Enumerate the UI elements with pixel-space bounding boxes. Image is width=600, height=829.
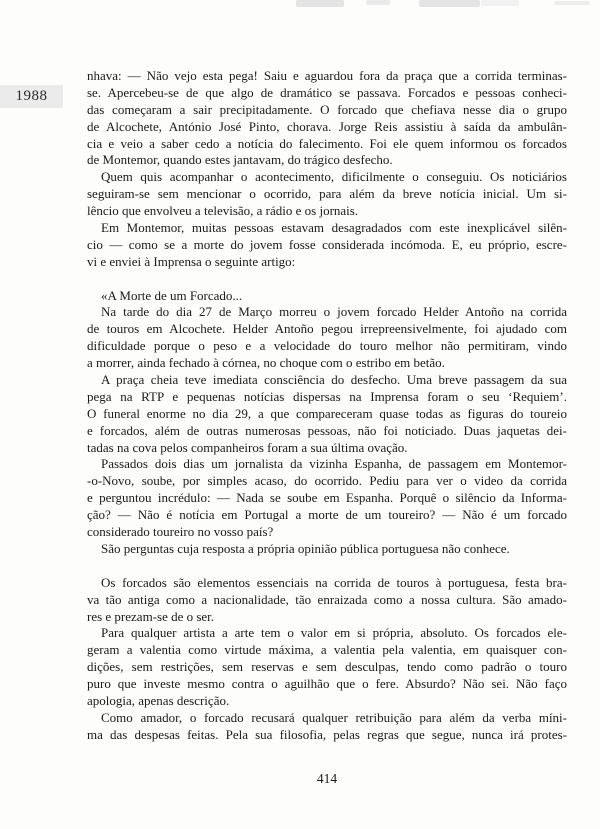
- text-line: A praça cheia teve imediata consciência do desfecho. Uma breve passagem da sua: [101, 372, 567, 388]
- paragraph: [87, 304, 567, 372]
- text-line: tadas na cova pelos companheiros foram a sua última ovação.: [87, 439, 408, 455]
- text-line: res e prezam-se de o ser.: [87, 608, 215, 624]
- text-line: nhava: — Não vejo esta pega! Saiu e aguardou fora da praça que a corrida terminas-: [87, 68, 567, 83]
- text-line: cia e veio a saber cedo a notícia do falecimento. Foi ele quem informou os forcados: [87, 135, 567, 151]
- scan-artifact: [366, 0, 390, 5]
- paragraph: [87, 68, 567, 169]
- paragraph: [87, 541, 567, 558]
- text-line: Para qualquer artista a arte tem o valor em si própria, absoluto. Os forcados ele-: [101, 625, 567, 641]
- paragraph: [87, 220, 567, 271]
- text-line: Em Montemor, muitas pessoas estavam desagradados com este inexplicável silên-: [101, 220, 567, 236]
- paragraph: [87, 169, 567, 220]
- body-text: [87, 68, 567, 744]
- text-line: das começaram a sair precipitadamente. O forcado que chefiava nesse dia o grupo: [87, 101, 567, 117]
- text-line: dições, sem restrições, sem reservas e sem desculpas, tendo como padrão o touro: [87, 659, 567, 675]
- text-line: de touros em Alcochete. Helder Antoño pegou irrepreensivelmente, foi ajudado com: [87, 321, 567, 337]
- paragraph: [87, 625, 567, 709]
- scan-artifact: [419, 0, 480, 7]
- text-line: Os forcados são elementos essenciais na corrida de touros à portuguesa, festa bra-: [101, 574, 567, 590]
- text-line: «A Morte de um Forcado...: [101, 287, 243, 303]
- scan-artifact: [554, 1, 590, 5]
- text-line: cio — como se a morte do jovem fosse considerada incómoda. E, eu próprio, escre-: [87, 236, 567, 252]
- page-number: 414: [316, 771, 338, 786]
- scan-artifact: [481, 0, 519, 6]
- scan-artifact: [296, 0, 344, 7]
- text-line: e forcados, além de outras numerosas pessoas, não foi noticiado. Duas jaquetas dei-: [87, 422, 567, 438]
- text-line: ção? — Não é notícia em Portugal a morte de um toureiro? — Não é um forcado: [87, 507, 567, 523]
- text-line: Na tarde do dia 27 de Março morreu o jovem forcado Helder Antoño na corrida: [101, 304, 567, 320]
- paragraph: [87, 456, 567, 540]
- text-line: lêncio que envolveu a televisão, a rádio e os jornais.: [87, 203, 359, 219]
- text-line: pega na RTP e pequenas notícias dispersas na Imprensa foram o seu ‘Requiem’.: [87, 388, 567, 404]
- text-line: vi e enviei à Imprensa o seguinte artigo:: [87, 253, 296, 269]
- text-line: Passados dois dias um jornalista da vizinha Espanha, de passagem em Montemor-: [101, 456, 567, 472]
- text-line: se. Apercebeu-se de que algo de dramático se passava. Forcados e pessoas conheci-: [87, 84, 567, 100]
- text-line: considerado toureiro no vosso país?: [87, 524, 274, 540]
- text-line: -o-Novo, soube, por simples acaso, do ocorrido. Pediu para ver o video da corrida: [87, 473, 567, 489]
- margin-year-label: 1988: [0, 85, 63, 108]
- text-line: e perguntou incrédulo: — Nada se soube em Espanha. Porquê o silêncio da Informa-: [87, 490, 567, 506]
- paragraph: [87, 710, 567, 744]
- text-line: de Montemor, quando estes jantavam, do trágico desfecho.: [87, 152, 393, 168]
- paragraph: [87, 575, 567, 626]
- text-line: ma das despesas feitas. Pela sua filosofia, pelas regras que segue, nunca irá protes-: [87, 726, 567, 742]
- text-line: va tão antiga como a nacionalidade, tão enraizada como a nossa cultura. São amado-: [87, 591, 567, 607]
- text-line: seguiram-se sem mencionar o ocorrido, para além da breve notícia inicial. Um si-: [87, 186, 567, 202]
- text-line: puro que investe mesmo contra o aguilhão que o fere. Absurdo? Não sei. Não faço: [87, 676, 567, 692]
- text-line: geram a valentia como virtude máxima, a valentia pela valentia, em quaisquer con-: [87, 642, 567, 658]
- paragraph: [87, 372, 567, 456]
- text-line: apologia, apenas descrição.: [87, 692, 230, 708]
- text-line: São perguntas cuja resposta a própria opinião pública portuguesa não conhece.: [101, 540, 510, 556]
- text-line: O funeral enorme no dia 29, a que compareceram quase todas as figuras do toureio: [87, 405, 567, 421]
- text-line: Como amador, o forcado recusará qualquer retribuição para além da verba míni-: [101, 709, 567, 725]
- text-line: de Alcochete, António José Pinto, chorava. Jorge Reis assistiu à saída da ambulân-: [87, 118, 567, 134]
- paragraph: [87, 288, 567, 305]
- text-line: a morrer, ainda fechado à córnea, no choque com o estribo em betão.: [87, 355, 445, 371]
- text-line: dificuldade porque o peso e a velocidade do touro melhor não permitiram, vindo: [87, 338, 567, 354]
- text-line: Quem quis acompanhar o acontecimento, dificilmente o conseguiu. Os noticiários: [101, 169, 567, 185]
